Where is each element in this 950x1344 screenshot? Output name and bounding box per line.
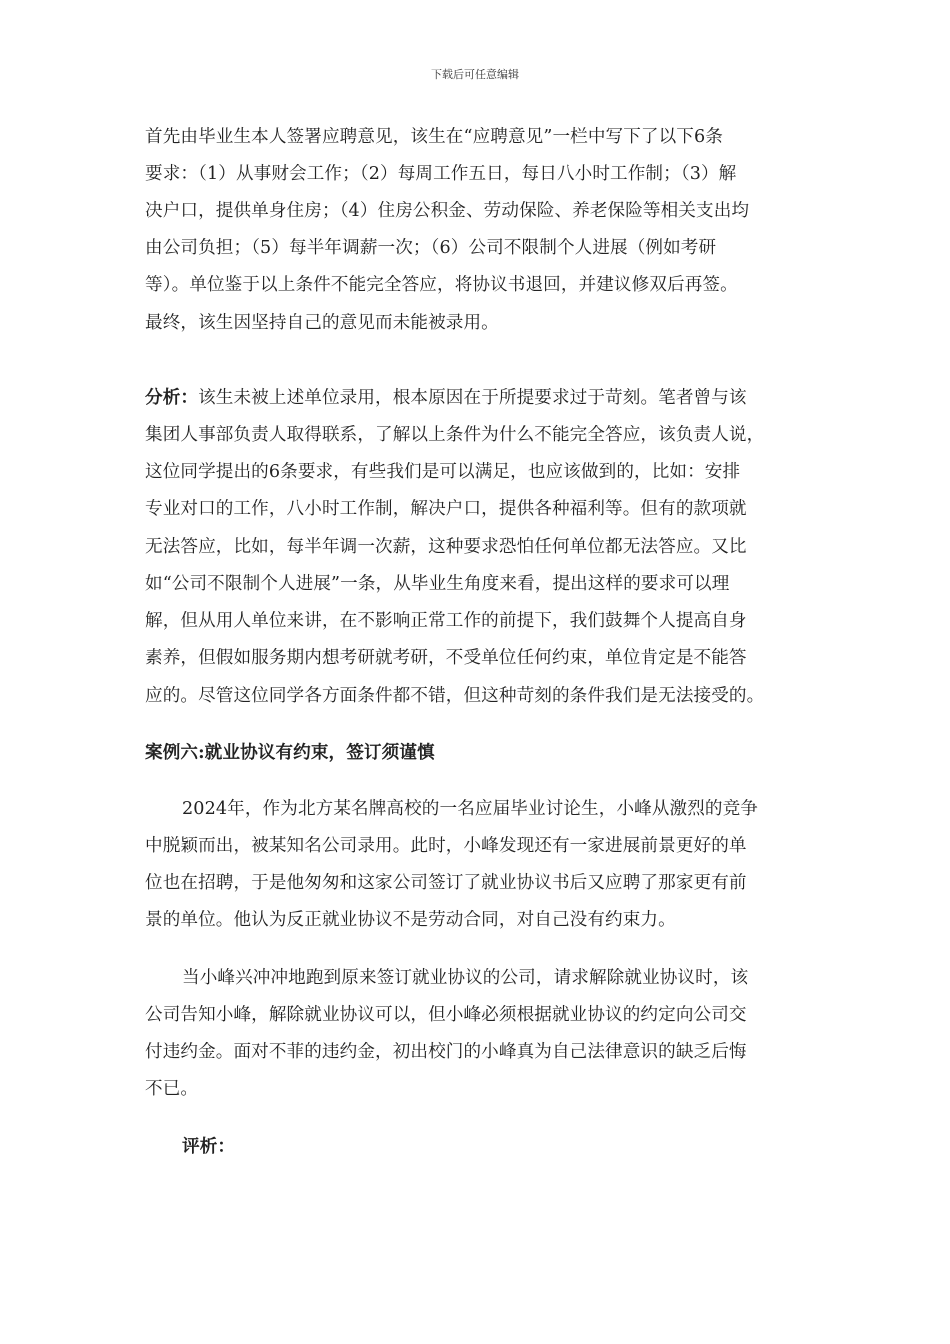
analysis-line: 素养，但假如服务期内想考研就考研，不受单位任何约束，单位肯定是不能答 — [145, 648, 747, 668]
page-header: 下载后可任意编辑 — [431, 68, 519, 81]
intro-line: 最终，该生因坚持自己的意见而未能被录用。 — [145, 313, 499, 333]
analysis-first-line — [145, 387, 747, 409]
analysis-label: 分析： — [145, 387, 199, 408]
intro-line: 决户口，提供单身住房；（4）住房公积金、劳动保险、养老保险等相关支出均 — [145, 201, 750, 221]
analysis-line: 集团人事部负责人取得联系，了解以上条件为什么不能完全答应，该负责人说， — [145, 425, 765, 445]
case-paragraph-line: 位也在招聘，于是他匆匆和这家公司签订了就业协议书后又应聘了那家更有前 — [145, 873, 747, 893]
review-label: 评析： — [182, 1136, 236, 1157]
case-paragraph-line: 景的单位。他认为反正就业协议不是劳动合同，对自己没有约束力。 — [145, 910, 676, 930]
intro-line: 首先由毕业生本人签署应聘意见，该生在“应聘意见”一栏中写下了以下6条 — [145, 127, 723, 147]
analysis-line: 专业对口的工作，八小时工作制，解决户口，提供各种福利等。但有的款项就 — [145, 499, 747, 519]
analysis-line: 这位同学提出的6条要求，有些我们是可以满足，也应该做到的，比如：安排 — [145, 462, 741, 482]
analysis-text: 该生未被上述单位录用，根本原因在于所提要求过于苛刻。笔者曾与该 — [198, 388, 747, 408]
case-paragraph-line: 中脱颖而出，被某知名公司录用。此时，小峰发现还有一家进展前景更好的单 — [145, 836, 747, 856]
analysis-line: 如“公司不限制个人进展”一条，从毕业生角度来看，提出这样的要求可以理 — [145, 574, 730, 594]
intro-line: 等）。单位鉴于以上条件不能完全答应，将协议书退回，并建议修双后再签。 — [145, 275, 738, 295]
case-paragraph-line: 当小峰兴冲冲地跑到原来签订就业协议的公司，请求解除就业协议时，该 — [182, 968, 749, 988]
intro-line: 由公司负担；（5）每半年调薪一次；（6）公司不限制个人进展（例如考研 — [145, 238, 717, 258]
case-paragraph-line: 公司告知小峰，解除就业协议可以，但小峰必须根据就业协议的约定向公司交 — [145, 1005, 747, 1025]
case-heading: 案例六:就业协议有约束，签订须谨慎 — [145, 742, 435, 763]
analysis-line: 解，但从用人单位来讲，在不影响正常工作的前提下，我们鼓舞个人提高自身 — [145, 611, 747, 631]
case-paragraph-line: 不已。 — [145, 1079, 199, 1099]
analysis-line: 无法答应，比如，每半年调一次薪，这种要求恐怕任何单位都无法答应。又比 — [145, 537, 747, 557]
intro-line: 要求：（1）从事财会工作；（2）每周工作五日，每日八小时工作制；（3）解 — [145, 164, 737, 184]
case-paragraph-line: 付违约金。面对不菲的违约金，初出校门的小峰真为自己法律意识的缺乏后悔 — [145, 1042, 747, 1062]
analysis-line: 应的。尽管这位同学各方面条件都不错，但这种苛刻的条件我们是无法接受的。 — [145, 686, 765, 706]
case-paragraph-line: 2024年，作为北方某名牌高校的一名应届毕业讨论生，小峰从激烈的竞争 — [182, 799, 758, 819]
